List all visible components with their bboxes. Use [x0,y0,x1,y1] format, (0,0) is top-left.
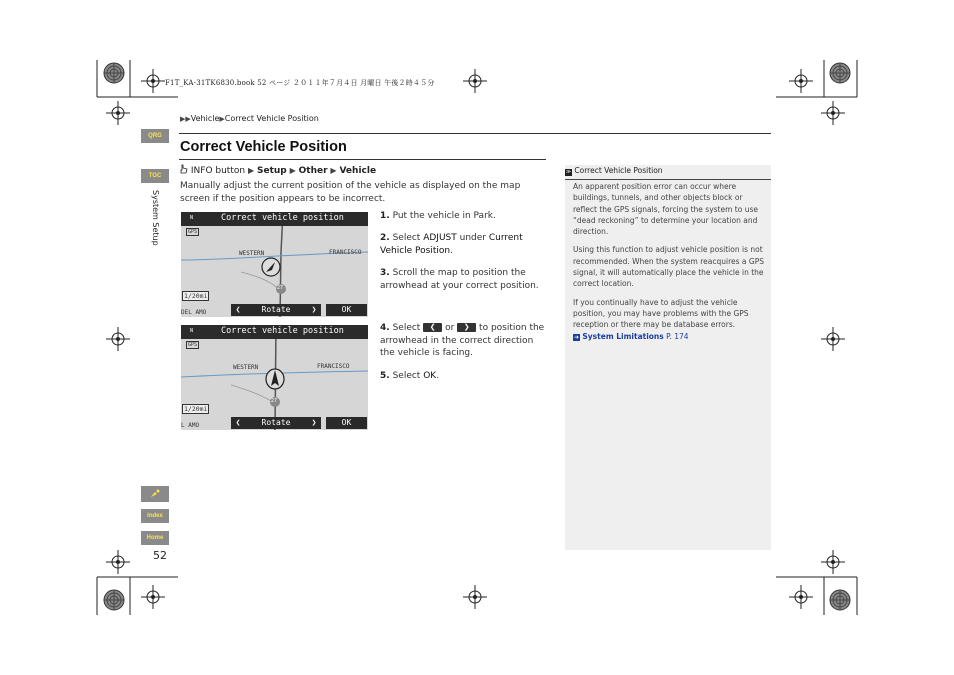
step-5 [380,370,548,383]
north-indicator: N [190,328,194,334]
street-bottom: DEL AMO [181,309,207,316]
step-text: . [450,245,453,256]
vehicle-arrowhead-icon[interactable] [260,256,282,278]
rotate-right-inline-icon: ❯ [457,323,476,332]
rotate-right-button[interactable]: ❯ [311,418,317,427]
system-limitations-link[interactable]: System Limitations [582,331,664,341]
screen-title: Correct vehicle position [221,213,344,223]
rotate-label: Rotate [261,305,291,314]
toc-tab[interactable]: TOC [141,169,169,183]
street-western: WESTERN [239,250,265,257]
step-text: . [436,371,440,381]
step-text: Select [392,323,421,333]
current-vehicle-position-label: Current Vehicle Position [380,233,523,256]
ok-button[interactable]: OK [326,304,367,316]
nav-screen-1 [181,212,368,317]
note-paragraph-3: If you continually have to adjust the vehicle position, you may have problems with the GPS reception or there may be database errors. [573,297,749,330]
street-bottom: L AMO [181,422,200,429]
note-paragraph-1: An apparent position error can occur where buildings, tunnels, and other objects block or reflect the GPS signals, forcing the system to use “dead reckoning” to determine your location and direction. [573,182,758,237]
breadcrumb-arrow-icon: ▶ [219,115,225,123]
rotate-left-inline-icon: ❮ [423,323,442,332]
path-other: Other [298,166,328,176]
screen-title-bar [181,325,368,339]
page-title: Correct Vehicle Position [180,139,347,155]
scale-indicator[interactable]: 1/20mi [184,405,208,413]
step-number: 3. [380,268,390,278]
path-info-button: INFO button [190,166,246,176]
path-vehicle: Vehicle [339,166,377,176]
system-limitations-page[interactable]: P. 174 [666,331,689,341]
note-paragraph-2: Using this function to adjust vehicle position is not recommended. When the system reacquires a GPS signal, it will automatically place the vehicle in the correct location. [573,245,764,289]
page-number: 52 [153,549,167,562]
voice-command-tab[interactable] [141,486,169,502]
home-tab[interactable]: Home [141,531,169,545]
route-shield: 27 [277,285,284,291]
note-heading [565,166,771,180]
step-4 [380,322,548,360]
note-panel [565,165,771,550]
gps-badge: GPS [188,342,198,348]
step-1 [380,210,548,223]
nav-screen-2 [181,325,368,430]
adjust-label: ADJUST [423,233,457,243]
note-arrow-icon: ≫ [565,169,572,175]
qrg-tab[interactable]: QRG [141,129,169,143]
step-number: 5. [380,371,390,381]
index-tab[interactable]: Index [141,509,169,523]
step-text: Select [392,371,424,381]
breadcrumb-item-current[interactable]: Correct Vehicle Position [224,114,319,123]
screen-title: Correct vehicle position [221,326,344,336]
step-text: Scroll the map to position the arrowhead at your correct position. [380,268,539,291]
rotate-label: Rotate [261,418,291,427]
menu-path [180,164,376,176]
step-3 [380,267,548,292]
breadcrumb-item-vehicle[interactable]: Vehicle [190,114,220,123]
step-number: 4. [380,323,390,333]
step-number: 1. [380,211,390,221]
step-text: under [456,233,489,243]
link-arrow-icon: ➜ [573,333,580,341]
section-vertical-label: System Setup [151,190,160,246]
street-western: WESTERN [233,364,259,371]
street-francisco: FRANCISCO [317,363,350,370]
scale-indicator[interactable]: 1/20mi [184,292,208,300]
street-francisco: FRANCISCO [329,249,362,256]
path-setup: Setup [256,166,287,176]
rotate-control [231,304,321,316]
route-shield: 27 [271,398,278,404]
step-text: Select [392,233,424,243]
path-arrow-icon: ▶ [289,166,296,175]
vehicle-arrowhead-icon[interactable] [264,367,286,391]
step-number: 2. [380,233,390,243]
ok-label: OK [423,371,437,381]
breadcrumb-arrow-icon: ▶▶ [180,115,191,123]
note-heading-text: Correct Vehicle Position [574,166,663,175]
title-rule [179,159,546,160]
gps-badge: GPS [188,229,198,235]
book-stamp: F1T_KA-31TK6830.book 52 ページ ２０１１年７月４日 月曜日 午後２時４５分 [165,79,435,87]
rotate-left-button[interactable]: ❮ [235,305,241,314]
path-arrow-icon: ▶ [330,166,337,175]
step-2 [380,232,548,257]
rotate-left-button[interactable]: ❮ [235,418,241,427]
note-body [573,181,765,342]
path-arrow-icon: ▶ [247,166,255,175]
north-indicator: N [190,215,194,221]
step-text: or [445,323,455,333]
hand-press-icon [180,164,188,174]
intro-paragraph: Manually adjust the current position of the vehicle as displayed on the map screen if the position appears to be incorrect. [180,181,521,204]
step-text: Put the vehicle in Park. [392,211,496,221]
ok-button[interactable]: OK [326,417,367,429]
note-link-line [573,331,765,342]
rotate-control [231,417,321,429]
talk-icon [149,488,161,500]
header-rule [179,133,771,134]
step-text: to position the arrowhead in the correct direction the vehicle is facing. [380,323,545,358]
rotate-right-button[interactable]: ❯ [311,305,317,314]
screen-title-bar [181,212,368,226]
breadcrumb [180,114,319,123]
